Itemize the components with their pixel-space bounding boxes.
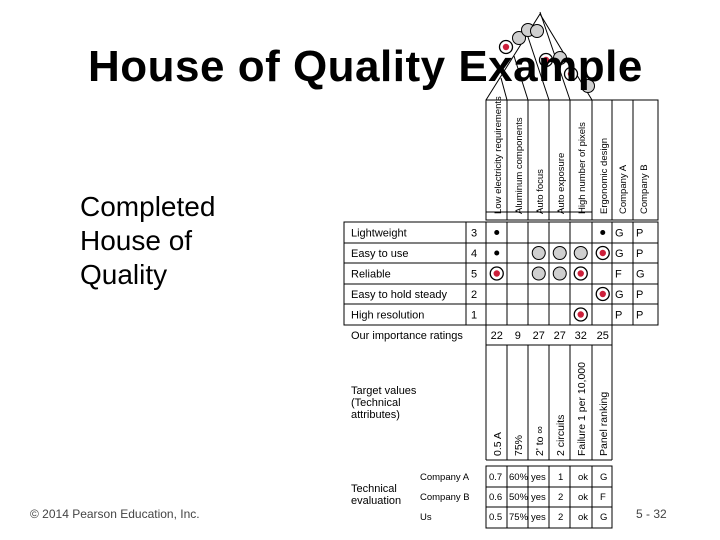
company-b-rating: P [636,248,644,260]
technical-evaluation-label [351,483,401,507]
evaluation-value: 50% [509,492,529,503]
company-a-rating: G [615,227,624,240]
target-value: Failure 1 per 10,000 [576,362,588,456]
roof-correlation-circle [531,25,544,38]
subtitle-line: Quality [80,259,168,290]
evaluation-company-label: Company A [420,472,470,483]
evaluation-value: 2 [558,512,564,523]
customer-requirement-labels [351,228,477,322]
evaluation-value: 0.5 [489,512,503,523]
subtitle-line: Completed [80,191,216,222]
header-frame [486,100,658,220]
evaluation-value: yes [531,492,546,503]
importance-ratings [491,330,609,342]
evaluation-value: 2 [558,492,564,503]
technical-attribute-label: Auto exposure [556,152,567,214]
slide-number: 5 - 32 [636,507,667,521]
importance-rating-value: 22 [490,330,503,342]
target-value: Panel ranking [598,391,610,456]
requirement-importance: 4 [471,248,478,260]
evaluation-value: G [600,472,608,483]
requirement-label: Reliable [351,268,391,281]
importance-ratings-label: Our importance ratings [351,330,463,342]
technical-attribute-label: Low electricity requirements [493,96,504,214]
technical-attribute-label: Aluminum components [514,117,525,214]
company-b-rating: G [636,268,645,281]
requirement-label: Lightweight [351,227,407,240]
subtitle-line: House of [80,225,193,256]
evaluation-value: 75% [509,512,529,523]
technical-attribute-label: Auto focus [535,169,546,214]
requirement-label: Easy to use [351,248,409,260]
competitor-column-label: Company B [639,164,650,214]
medium-relationship-circle [532,267,545,280]
evaluation-value: G [600,512,608,523]
weak-relationship-dot [494,230,499,235]
target-value: 0.5 A [492,432,504,456]
requirement-importance: 5 [471,268,478,281]
importance-rating-value: 25 [596,330,609,342]
technical-evaluation-rows [420,472,607,523]
attribute-header-grid [486,100,658,220]
importance-rating-value: 27 [553,330,566,342]
medium-relationship-circle [553,267,566,280]
company-a-rating: F [615,268,622,281]
evaluation-value: ok [578,472,589,483]
importance-rating-value: 9 [514,330,521,342]
evaluation-value: 0.6 [489,492,503,503]
target-value: 2 circuits [555,414,567,456]
evaluation-company-label: Us [420,512,432,523]
technical-attribute-label: Ergonomic design [599,137,610,214]
requirement-importance: 1 [471,309,478,322]
company-b-rating: P [636,309,644,322]
strong-relationship-inner [494,270,500,276]
strong-relationship-inner [600,250,606,256]
slide-title: House of Quality Example [88,42,643,91]
strong-relationship-inner [578,270,584,276]
technical-evaluation-grid [486,466,612,528]
weak-relationship-dot [494,251,499,256]
requirement-label: Easy to hold steady [351,289,448,301]
evaluation-value: 0.7 [489,472,503,483]
requirement-importance: 3 [471,227,478,240]
company-a-rating: P [615,309,623,322]
evaluation-value: 60% [509,472,529,483]
target-values-label-line: (Technical [351,397,401,409]
evaluation-value: ok [578,492,589,503]
target-values-label-line: attributes) [351,409,400,421]
medium-relationship-circle [532,247,545,260]
target-values-label [351,385,417,421]
requirement-importance: 2 [471,289,478,301]
requirement-label: High resolution [351,309,425,322]
target-values-grid [486,345,612,460]
weak-relationship-dot [600,230,605,235]
technical-evaluation-label-line: Technical [351,483,397,495]
company-b-rating: P [636,227,644,240]
medium-relationship-circle [553,247,566,260]
importance-rating-value: 32 [574,330,587,342]
strong-relationship-inner [600,291,606,297]
technical-evaluation-label-line: evaluation [351,495,402,507]
company-a-rating: G [615,248,624,260]
medium-relationship-circle [574,247,587,260]
evaluation-value: 1 [558,472,564,483]
technical-attribute-label: High number of pixels [577,122,588,214]
target-value: 75% [513,434,525,456]
competitor-ratings [615,228,645,322]
evaluation-value: yes [531,512,546,523]
copyright-footer: © 2014 Pearson Education, Inc. [30,507,200,521]
competitor-column-labels [618,164,650,214]
evaluation-value: ok [578,512,589,523]
slide-subtitle [80,190,260,292]
evaluation-company-label: Company B [420,492,470,503]
strong-relationship-inner [578,311,584,317]
competitor-column-label: Company A [618,164,629,214]
company-b-rating: P [636,289,644,301]
company-a-rating: G [615,289,624,301]
relationship-marks [490,230,609,321]
target-value: 2' to ∞ [534,426,546,456]
target-values-label-line: Target values [351,385,417,397]
importance-rating-value: 27 [532,330,545,342]
evaluation-value: yes [531,472,546,483]
evaluation-value: F [600,492,606,503]
